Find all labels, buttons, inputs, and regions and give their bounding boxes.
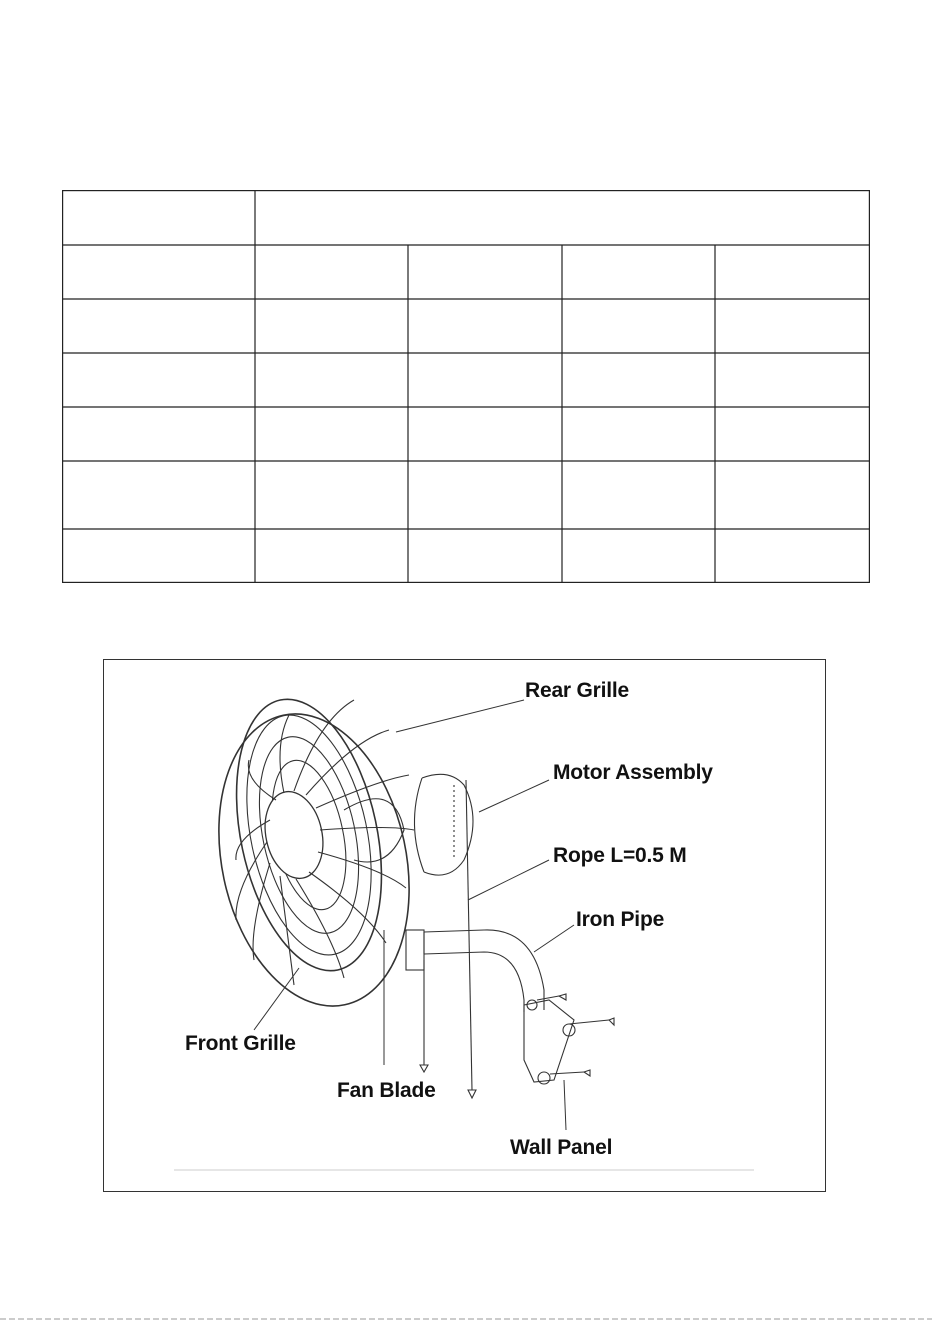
fan-blade-shape: [344, 799, 404, 862]
fan-diagram: [103, 659, 826, 1192]
spec-table: [62, 190, 870, 583]
fan-blade-label: Fan Blade: [337, 1079, 436, 1102]
motor-housing: [414, 774, 473, 875]
iron-pipe-label: Iron Pipe: [576, 908, 665, 931]
spec-table-grid: [62, 190, 870, 583]
motor-assembly-label: Motor Assembly: [553, 761, 713, 784]
pull-cord-right: [466, 780, 472, 1090]
page-footer-rule: [0, 1318, 932, 1320]
wall-panel-label: Wall Panel: [510, 1136, 613, 1159]
rear-grille-label: Rear Grille: [525, 679, 630, 702]
wall-panel-shape: [524, 994, 614, 1084]
front-grille-label: Front Grille: [185, 1032, 296, 1055]
rope-label: Rope L=0.5 M: [553, 844, 687, 867]
iron-pipe-shape: [406, 930, 544, 1012]
fan-illustration: [104, 660, 824, 1190]
